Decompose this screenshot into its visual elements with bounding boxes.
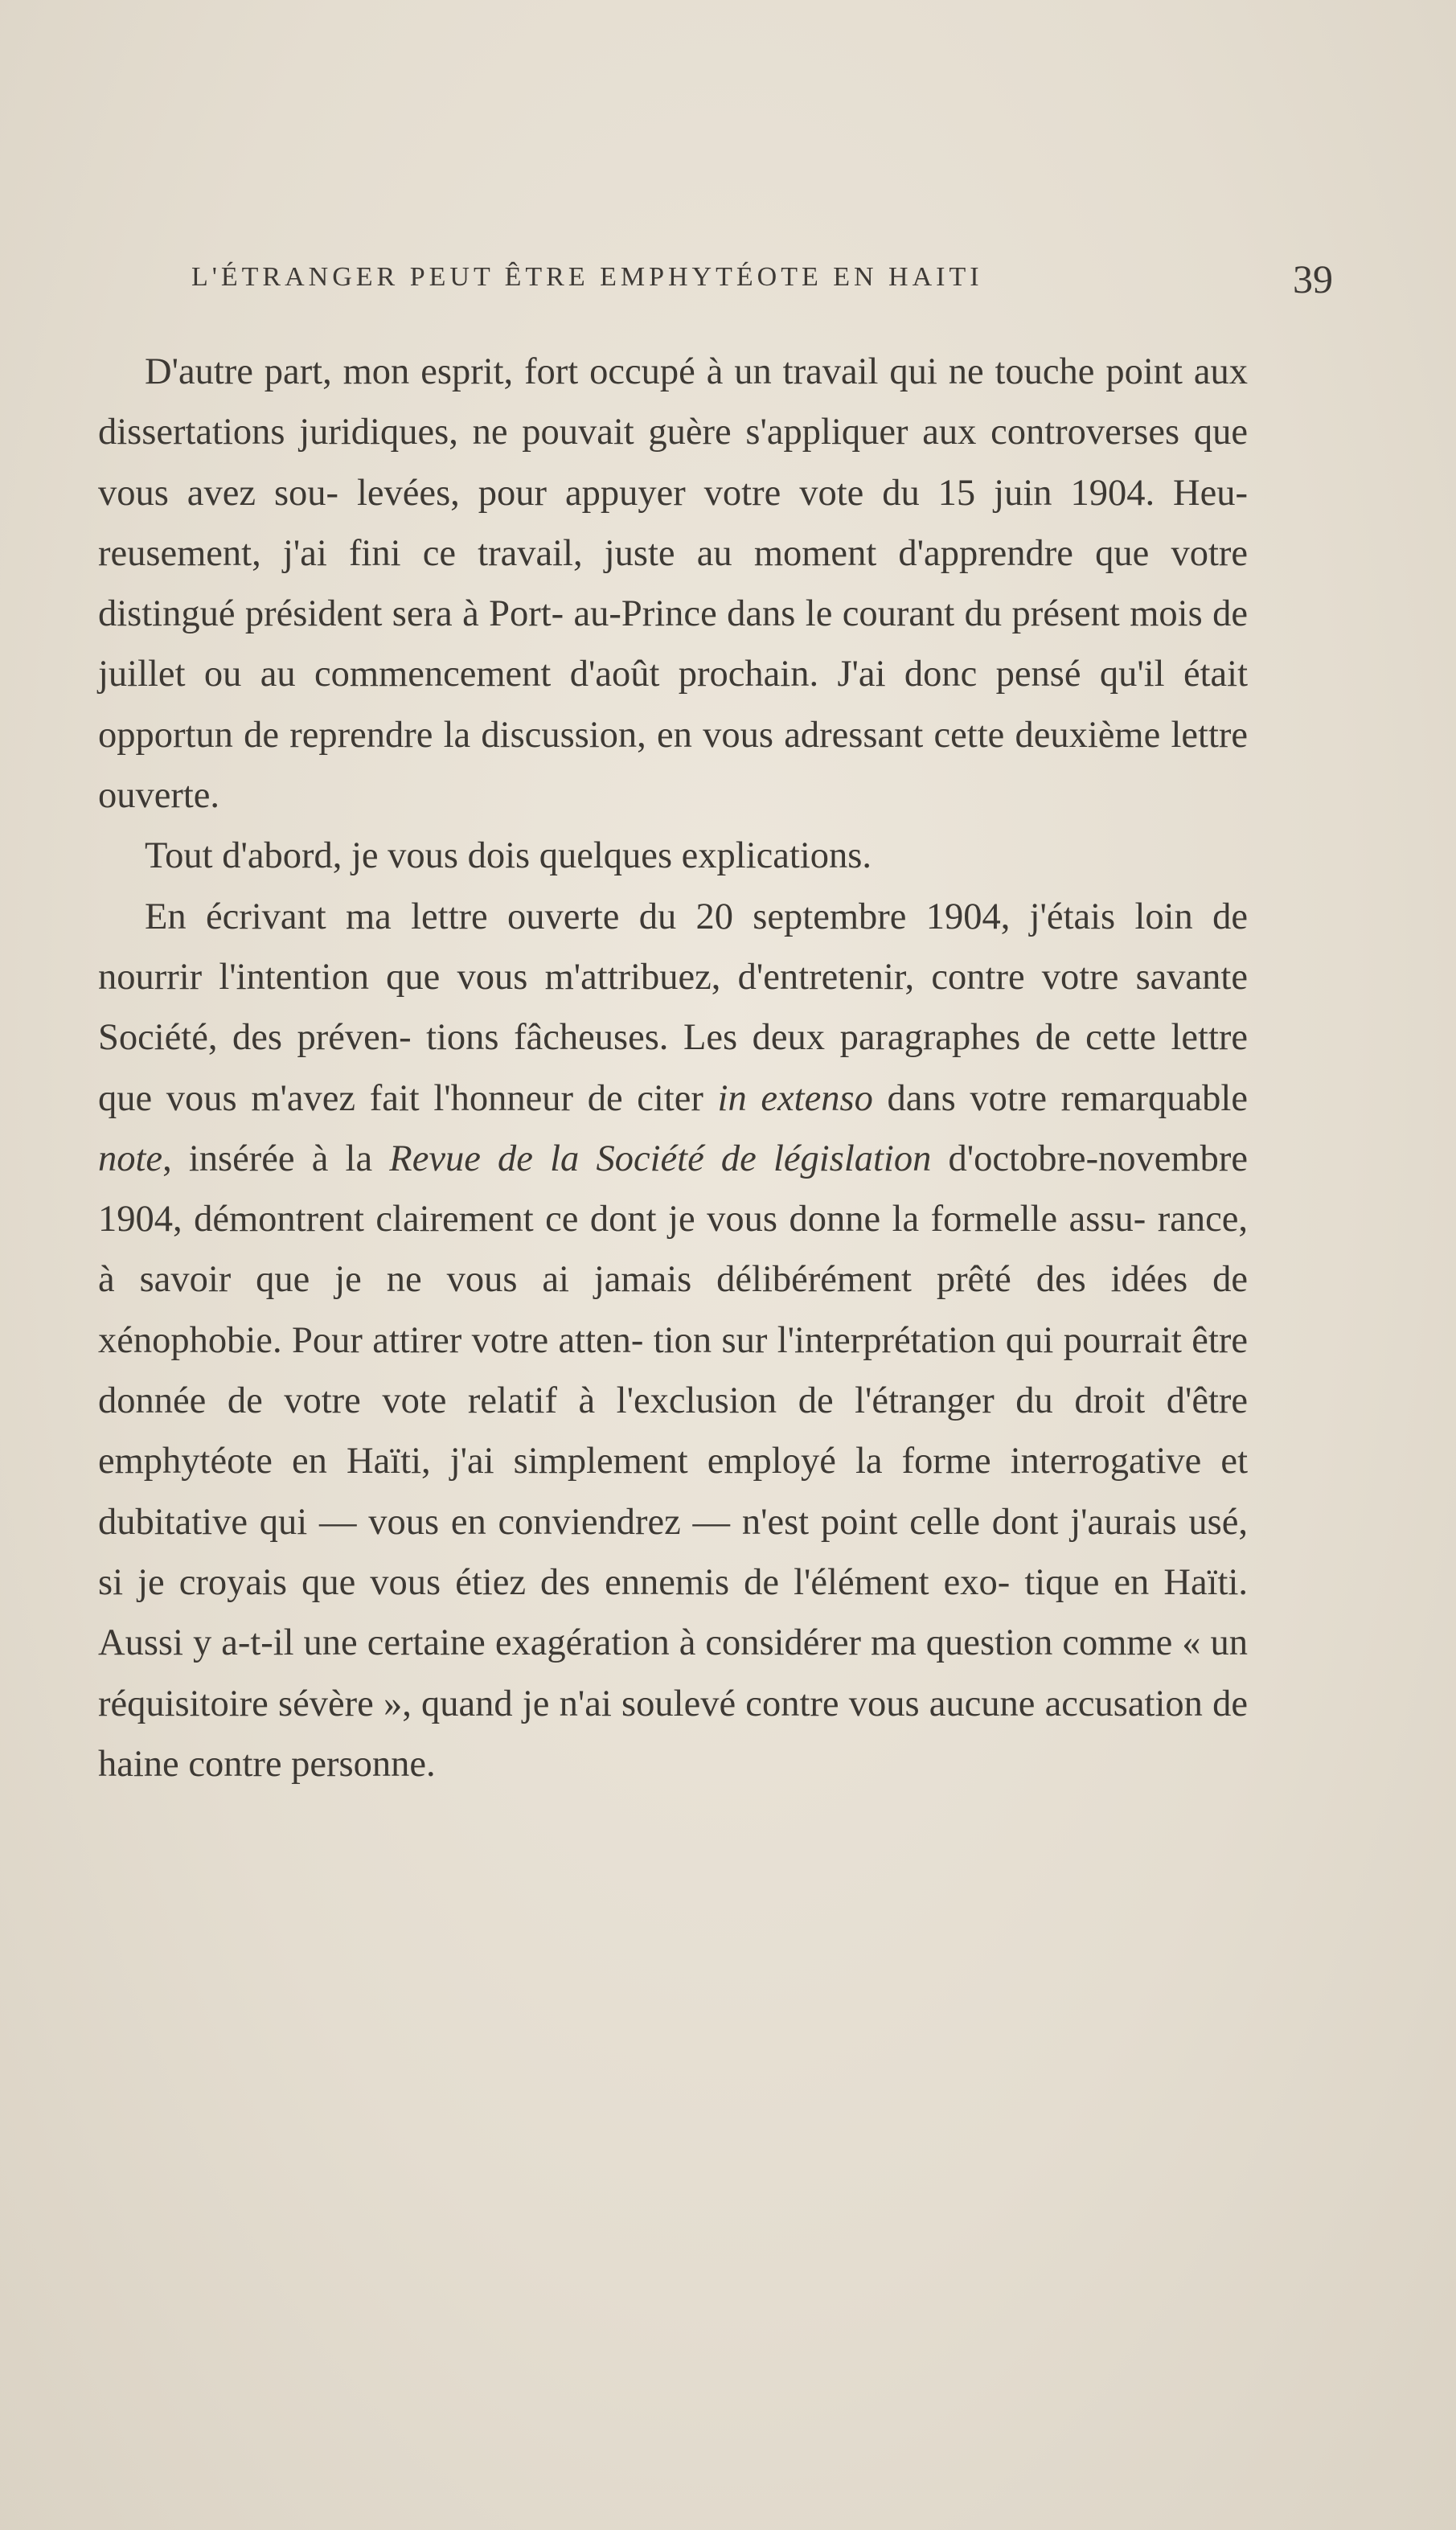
italic-revue-title: Revue de la Société de législation [389,1138,932,1179]
paragraph-2: Tout d'abord, je vous dois quelques explications. [145,835,872,877]
paragraph-3-part-c: , insérée à la [162,1138,390,1179]
italic-in-extenso: in extenso [717,1077,873,1119]
paragraph-3-part-b: dans votre remarquable [872,1077,1248,1119]
paragraph-3-part-d: d'octobre-novembre 1904, démontrent clairement ce dont je vous donne la formelle assu- rance, à savoir que je ne vous ai jamais délibérément prêté des idées de xénophobie. Pour attirer votre atten- tion sur l'interprétation qui pourrait être donnée de votre vote relatif à l'exclusion de l'étranger du droit d'être emphytéote en Haïti, j'ai simplement employé la forme interrogative et dubitative qui — vous en conviendrez — n'est point celle dont j'aurais usé, si je croyais que vous étiez des ennemis de l'élément exo- tique en Haïti. Aussi y a-t-il une certaine exagération à considérer ma question comme « un réquisitoire sévère », quand je n'ai soulevé contre vous aucune accusation de haine contre personne. [98,1138,1248,1785]
body-text [98,342,1248,1794]
italic-note: note [98,1138,163,1179]
page-header [191,256,1333,304]
paragraph-3 [98,887,1248,1794]
paragraph-3-part-a: En écrivant ma lettre ouverte du 20 septembre 1904, j'étais loin de nourrir l'intention que vous m'attribuez, d'entretenir, contre votre savante Société, des préven- tions fâcheuses. Les deux paragraphes de cette lettre que vous m'avez fait l'honneur de citer [98,896,1248,1119]
paragraph-1: D'autre part, mon esprit, fort occupé à un travail qui ne touche point aux dissertations juridiques, ne pouvait guère s'appliquer aux controverses que vous avez sou- levées, pour appuyer votre vote du 15 juin 1904. Heu- reusement, j'ai fini ce travail, juste au moment d'apprendre que votre distingué président sera à Port- au-Prince dans le courant du présent mois de juillet ou au commencement d'août prochain. J'ai donc pensé qu'il était opportun de reprendre la discussion, en vous adressant cette deuxième lettre ouverte. [98,351,1248,817]
page-number: 39 [1293,256,1333,301]
running-title: L'ÉTRANGER PEUT ÊTRE EMPHYTÉOTE EN HAITI [191,262,983,292]
